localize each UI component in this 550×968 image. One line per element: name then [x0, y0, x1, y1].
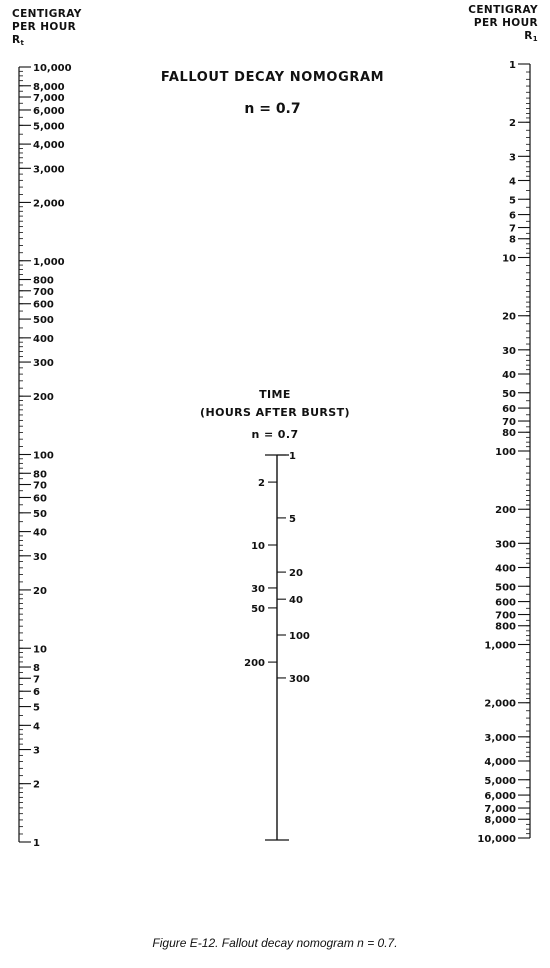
time-scale-subtitle: (HOURS AFTER BURST)	[200, 406, 350, 419]
left-scale-tick-label: 200	[33, 392, 54, 404]
right-scale-tick-label: 700	[495, 610, 516, 622]
time-scale-right-label: 40	[289, 595, 303, 607]
left-scale-tick-label: 50	[33, 508, 47, 520]
left-dose-rate-scale	[19, 63, 72, 849]
left-scale-tick-label: 40	[33, 527, 47, 539]
right-scale-tick-label: 20	[502, 311, 516, 323]
left-scale-tick-label: 70	[33, 480, 47, 492]
left-scale-tick-label: 800	[33, 275, 54, 287]
right-scale-tick-label: 5	[509, 195, 516, 207]
right-scale-tick-label: 400	[495, 563, 516, 575]
time-scale	[244, 451, 310, 840]
left-scale-tick-label: 2,000	[33, 198, 65, 210]
right-scale-tick-label: 600	[495, 597, 516, 609]
right-scale-tick-label: 2	[509, 118, 516, 130]
right-scale-tick-label: 800	[495, 621, 516, 633]
right-scale-tick-label: 100	[495, 447, 516, 458]
right-axis-header-line-2: PER HOUR	[473, 17, 538, 29]
time-scale-left-label: 10	[251, 541, 265, 552]
time-scale-title: TIME	[259, 388, 291, 401]
left-scale-tick-label: 10	[33, 644, 47, 656]
right-scale-tick-label: 7	[509, 223, 516, 235]
time-scale-left-label: 30	[251, 583, 265, 595]
time-scale-right-label: 100	[289, 631, 310, 642]
right-scale-tick-label: 10,000	[477, 834, 516, 845]
right-axis-symbol-letter: R	[524, 30, 533, 42]
right-scale-tick-label: 5,000	[484, 775, 516, 787]
left-scale-tick-label: 4,000	[33, 140, 65, 152]
right-scale-tick-label: 8	[509, 234, 516, 246]
right-scale-tick-label: 200	[495, 505, 516, 517]
left-scale-tick-label: 5,000	[33, 121, 65, 133]
right-scale-tick-label: 300	[495, 539, 516, 551]
left-axis-header-line-1: CENTIGRAY	[12, 8, 82, 20]
right-scale-tick-label: 70	[502, 417, 516, 429]
nomogram-title: FALLOUT DECAY NOMOGRAM	[160, 70, 385, 85]
right-axis-header-line-1: CENTIGRAY	[468, 4, 538, 16]
left-axis-header	[12, 8, 82, 50]
right-dose-rate-scale	[477, 60, 530, 845]
right-scale-tick-label: 6,000	[484, 791, 516, 803]
right-scale-tick-label: 50	[502, 388, 516, 400]
left-scale-tick-label: 60	[33, 493, 47, 505]
nomogram-parameter: n = 0.7	[244, 101, 301, 117]
left-scale-tick-label: 3	[33, 745, 40, 757]
right-scale-tick-label: 2,000	[484, 698, 516, 710]
left-scale-tick-label: 1,000	[33, 256, 65, 268]
left-scale-tick-label: 20	[33, 585, 47, 597]
right-scale-tick-label: 7,000	[484, 804, 516, 816]
left-scale-tick-label: 7	[33, 674, 40, 686]
time-scale-right-label: 300	[289, 673, 310, 685]
right-scale-tick-label: 30	[502, 345, 516, 357]
right-scale-tick-label: 60	[502, 404, 516, 416]
right-scale-tick-label: 8,000	[484, 815, 516, 827]
left-scale-tick-label: 6,000	[33, 105, 65, 117]
right-scale-tick-label: 1,000	[484, 640, 516, 652]
left-scale-tick-label: 10,000	[33, 63, 72, 74]
time-scale-right-label: 1	[289, 451, 296, 462]
right-scale-tick-label: 80	[502, 428, 516, 440]
time-scale-parameter: n = 0.7	[251, 428, 299, 441]
time-scale-right-label: 5	[289, 513, 296, 525]
left-scale-tick-label: 80	[33, 469, 47, 481]
right-scale-tick-label: 1	[509, 60, 516, 71]
right-scale-tick-label: 3	[509, 152, 516, 164]
left-scale-tick-label: 500	[33, 315, 54, 327]
time-scale-left-label: 50	[251, 603, 265, 615]
right-scale-tick-label: 6	[509, 210, 516, 222]
right-axis-header	[468, 4, 538, 46]
left-scale-tick-label: 600	[33, 299, 54, 311]
left-axis-symbol-letter: R	[12, 34, 21, 46]
left-scale-tick-label: 8	[33, 663, 40, 675]
left-axis-symbol	[12, 34, 82, 50]
left-scale-tick-label: 3,000	[33, 164, 65, 176]
time-scale-left-label: 2	[258, 478, 265, 490]
right-axis-symbol-subscript: 1	[532, 35, 538, 43]
left-scale-tick-label: 2	[33, 779, 40, 791]
left-scale-tick-label: 100	[33, 450, 54, 462]
figure-caption: Figure E-12. Fallout decay nomogram n = 0.7.	[152, 936, 398, 950]
left-scale-tick-label: 8,000	[33, 81, 65, 93]
right-scale-tick-label: 3,000	[484, 732, 516, 744]
left-scale-tick-label: 30	[33, 551, 47, 563]
left-scale-tick-label: 5	[33, 702, 40, 714]
left-scale-tick-label: 300	[33, 358, 54, 370]
left-scale-tick-label: 1	[33, 838, 40, 849]
right-scale-tick-label: 4	[509, 176, 516, 188]
right-scale-tick-label: 40	[502, 369, 516, 381]
left-scale-tick-label: 400	[33, 333, 54, 345]
left-scale-tick-label: 6	[33, 687, 40, 699]
left-scale-tick-label: 700	[33, 286, 54, 298]
left-axis-header-line-2: PER HOUR	[12, 21, 77, 33]
time-scale-left-label: 200	[244, 658, 265, 670]
left-scale-tick-label: 7,000	[33, 93, 65, 105]
right-scale-tick-label: 500	[495, 582, 516, 594]
left-axis-symbol-subscript: t	[20, 39, 25, 47]
right-scale-tick-label: 10	[502, 253, 516, 265]
right-scale-tick-label: 4,000	[484, 756, 516, 768]
time-scale-right-label: 20	[289, 568, 303, 580]
left-scale-tick-label: 4	[33, 721, 40, 733]
right-axis-symbol	[468, 30, 538, 46]
